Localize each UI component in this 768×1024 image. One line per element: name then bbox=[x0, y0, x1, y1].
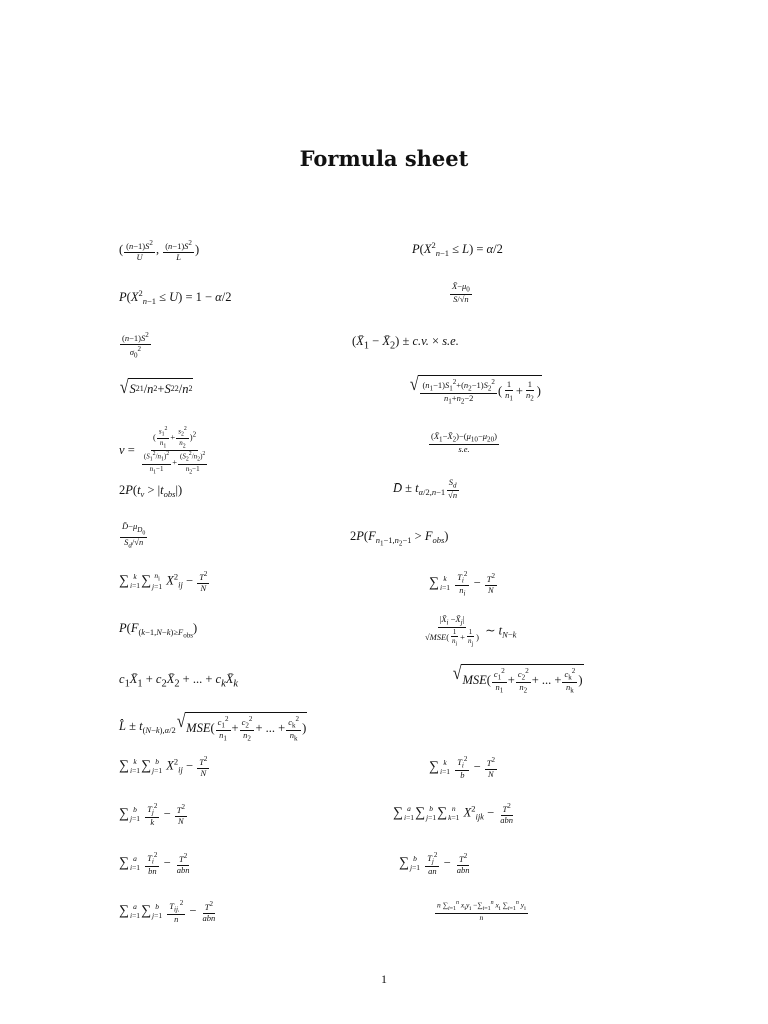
formula-paired-ci: D̄ ± $t_{\alpha/2,n-1}$ $\frac{S_d}{√n}$ bbox=[393, 477, 458, 500]
page-number: 1 bbox=[381, 972, 387, 986]
formula-rbd-ssb: ∑ b j=1 $\frac{T_j^2}{k}$ − $\frac{T^2}{N}$ bbox=[119, 802, 186, 827]
formula-two-sample-ci: ($X̄_1$ − $X̄_2) \pm c.v$. × s.e. bbox=[352, 334, 459, 352]
formula-f-pvalue: $2P(F_{n_1-1,n_2-1} > F_{obs})$ bbox=[350, 529, 449, 548]
formula-welch-df: v = ( $\frac{s_1^2}{n_1}$ + $\frac{s_2^2}{n_2}$ )$^2$ $\frac{(S_1^2/n_1)^2}{n_1-1}$ + $\frac{(S_2^2/n_2)^2}{n_2-1}$ bbox=[119, 426, 206, 476]
formula-lsd-t: $|X̄_i$ $-X̄_j|$ √MSE( $\frac{1}{n_i}$ + $\frac{1}{n_j}$ ) ∼ $t_{N-k}$ bbox=[425, 614, 517, 648]
formula-anova-sst: ∑ k i=1 ∑ $n_i$ j=1 $X^2_{ij}$ − $\frac{T^2}{N}$ bbox=[119, 570, 208, 593]
formula-z-statistic: $\frac{X̄-\mu_0}{S/√n}$ bbox=[452, 281, 470, 304]
formula-factorial-sscells: ∑ a i=1 ∑ b j=1 $\frac{T_{ij.}^2}{n}$ − $\frac{T^2}{\text{abn}}$ bbox=[119, 899, 216, 924]
formula-rbd-sstr: ∑ k i=1 $\frac{T_i^2}{b}$ − $\frac{T^2}{N}$ bbox=[429, 755, 496, 780]
formula-factorial-ssb: ∑ b j=1 $\frac{T_j^2}{an}$ − $\frac{T^2}{\text{abn}}$ bbox=[399, 851, 470, 876]
formula-paired-t: $\frac{D̄-\mu_{D_0}}{S_d/√n}$ bbox=[122, 521, 146, 550]
formula-contrast-se: √ MSE ( $\frac{c_1^2}{n_1}$ + $\frac{c_2^2}{n_2}$ + ... + $\frac{c_k^2}{n_k}$ ) bbox=[452, 663, 583, 695]
formula-rbd-sst: ∑ k i=1 ∑ b j=1 $X^2_{ij}$ − $\frac{T^2}{N}$ bbox=[119, 755, 208, 778]
formula-factorial-sst: ∑ a i=1 ∑ b j=1 ∑ n k=1 $X^2_{ijk}$ − $\frac{T^2}{\text{abn}}$ bbox=[393, 802, 514, 825]
formula-t-pvalue: $2P(t_v > |t_{obs}|)$ bbox=[119, 483, 183, 499]
formula-chi-square-lower: $P(X^2_{n-1} \le L) = \alpha/2$ bbox=[412, 240, 503, 258]
page-title: Formula sheet bbox=[299, 146, 469, 171]
formula-pooled-se: √ $\frac{(n_1-1)S_1^2+(n_2-1)S_2^2}{n_1+n_2-2}$ ( $\frac{1}{n_1}$ + $\frac{1}{n_2}$ ) bbox=[409, 374, 541, 406]
formula-chi-square-stat: $\frac{(n-1)S^2}{\sigma_0^2}$ bbox=[122, 331, 149, 360]
formula-chi-square-ci: ( $\frac{(n-1)S^2}{U}$ , $\frac{(n-1)S^2}{L}$ ) bbox=[119, 239, 200, 262]
formula-sxy: $\frac{n \sum_{i=1}^n x_iy_i -\sum_{i=1}^n x_i \sum_{i=1}^n y_i}{n}$ bbox=[437, 900, 526, 922]
formula-contrast: $c_1X̄_1$ + $c_2X̄_2$ + ... + $c_kX̄_k$ bbox=[119, 672, 238, 690]
formula-anova-pvalue: $P(F_{(k-1,N-k)\ge F_{obs}})$ bbox=[119, 621, 198, 640]
formula-unpooled-se: √ S 2 1 / n 2 + S 2 2 / n 2 bbox=[119, 377, 193, 398]
formula-chi-square-upper: $P(X^2_{n-1} \le U) = 1 - \alpha/2$ bbox=[119, 288, 232, 306]
formula-contrast-ci: L̂ ± $t_{(N-k),\alpha/2}$ √ MSE ( $\frac{c_1^2}{n_1}$ + $\frac{c_2^2}{n_2}$ + ... + $\frac{c_k^2}{n_k}$ ) bbox=[119, 711, 307, 743]
formula-two-sample-t: $\frac{(X̄_1-X̄_2)-(\mu_{10}-\mu_{20})}{s.e.}$ bbox=[431, 431, 497, 454]
formula-factorial-ssa: ∑ a i=1 $\frac{T_i^2}{bn}$ − $\frac{T^2}{\text{abn}}$ bbox=[119, 851, 190, 876]
formula-anova-sstr: ∑ k i=1 $\frac{T_i^2}{n_i}$ − $\frac{T^2}{N}$ bbox=[429, 570, 496, 598]
